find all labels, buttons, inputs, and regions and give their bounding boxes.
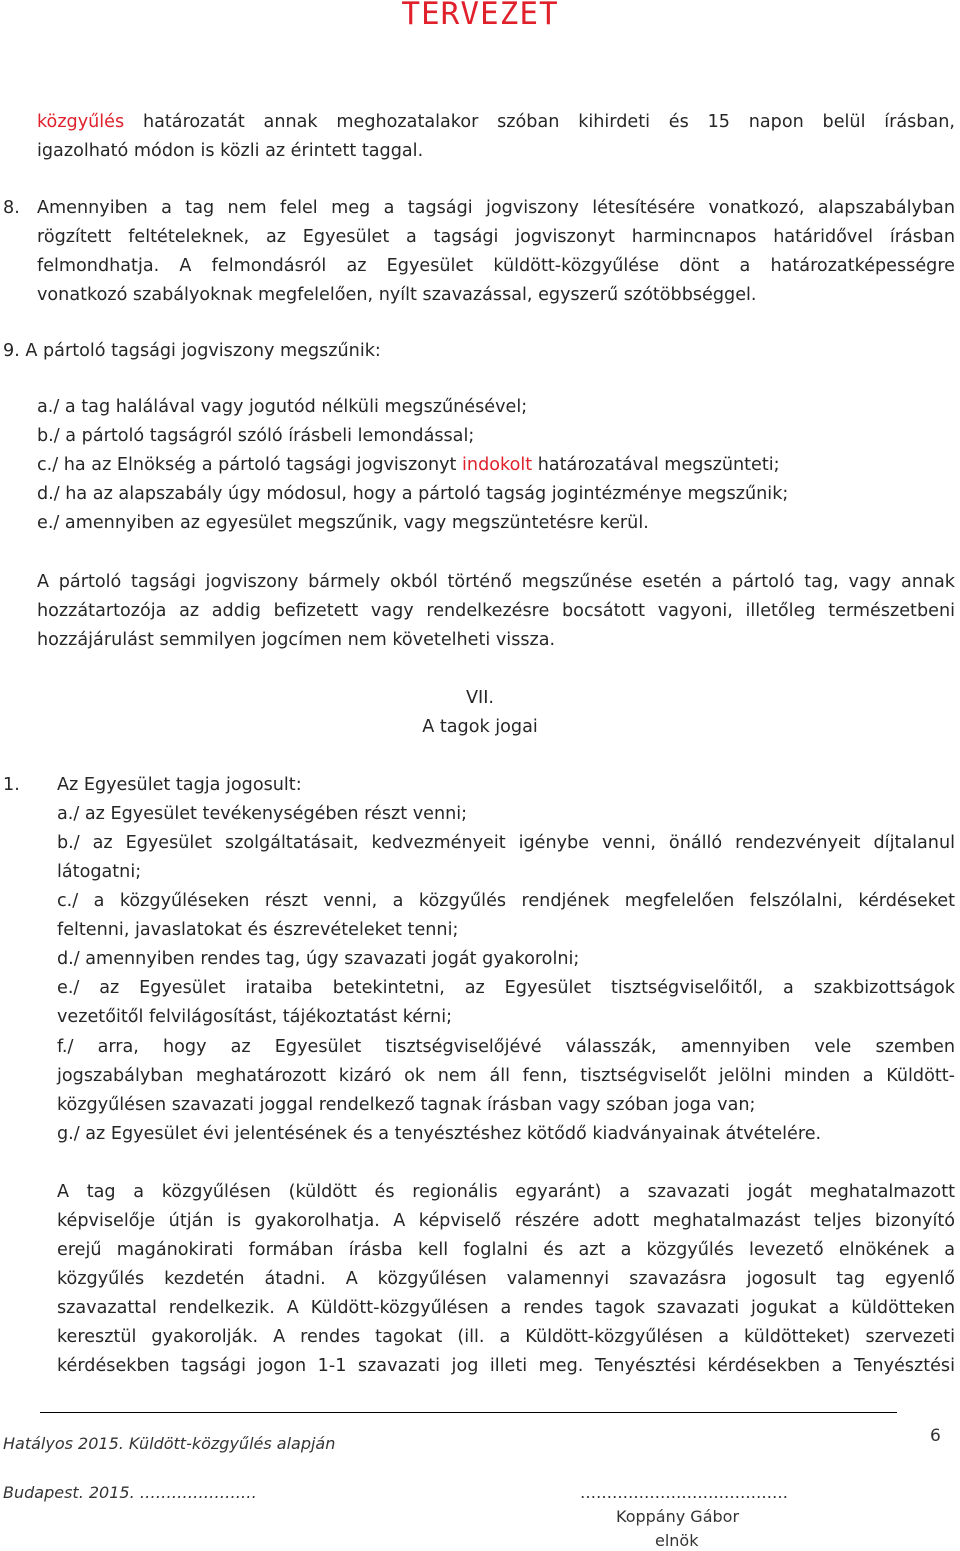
list-item [37, 451, 780, 480]
item8-line: Amennyiben a tag nem felel meg a tagsági jogviszony létesítésére vonatkozó, alapszabályban [37, 198, 955, 218]
rights-line: vezetőitől felvilágosítást, tájékoztatást kérni; [57, 1007, 453, 1027]
chapter-number: VII. [465, 688, 494, 708]
rights-line: b./ az Egyesület szolgáltatásait, kedvezményeit igénybe venni, önálló rendezvényeit díjtalanul [57, 833, 955, 853]
item8-line: rögzített feltételeknek, az Egyesület a tagsági jogviszonyt harmincnapos határidővel írásban [37, 227, 955, 247]
paragraph-line [37, 108, 955, 137]
item8-line: felmondhatja. A felmondásról az Egyesület küldött-közgyűlése dönt a határozatképességre [37, 256, 955, 276]
rights-line: e./ az Egyesület irataiba betekintetni, az Egyesület tisztségviselőitől, a szakbizottságok [57, 978, 955, 998]
paragraph-line: keresztül gyakorolják. A rendes tagokat (ill. a Küldött-közgyűlésen a küldötteket) szervezeti [57, 1327, 955, 1347]
rights-line: g./ az Egyesület évi jelentésének és a tenyésztéshez kötődő kiadványainak átvételére. [57, 1124, 822, 1144]
signer-name: Koppány Gábor [616, 1507, 740, 1526]
list-item: a./ a tag halálával vagy jogutód nélküli megszűnésével; [37, 397, 528, 417]
paragraph-line: hozzátartozója az addig befizetett vagy rendelkezésre bocsátott vagyoni, illetőleg természetbeni [37, 601, 955, 621]
rights-line: feltenni, javaslatokat és észrevételeket tenni; [57, 920, 459, 940]
footer-place-date: Budapest. 2015. ……………….… [3, 1483, 257, 1502]
paragraph-line: kérdésekben tagsági jogon 1-1 szavazati jog illeti meg. Tenyésztési kérdésekben a Tenyésztési [57, 1356, 955, 1376]
list-item: d./ ha az alapszabály úgy módosul, hogy a pártoló tagság jogintézménye megszűnik; [37, 484, 789, 504]
signature-line: ………………………………… [580, 1483, 788, 1502]
paragraph-text: határozatát annak meghozatalakor szóban kihirdeti és 15 napon belül írásban, [124, 112, 955, 132]
paragraph-line: hozzájárulást semmilyen jogcímen nem követelheti vissza. [37, 630, 556, 650]
draft-watermark: TERVEZET [401, 0, 559, 32]
rights-intro: Az Egyesület tagja jogosult: [57, 775, 302, 795]
rights-line: c./ a közgyűléseken részt venni, a közgyűlés rendjének megfelelően felszólalni, kérdéseket [57, 891, 955, 911]
paragraph-line: igazolható módon is közli az érintett taggal. [37, 141, 424, 161]
footer-effective-note: Hatályos 2015. Küldött-közgyűlés alapján [3, 1434, 336, 1453]
rights-line: f./ arra, hogy az Egyesület tisztségviselőjévé válasszák, amennyiben vele szemben [57, 1037, 955, 1057]
list-item-text: határozatával megszünteti; [532, 455, 780, 475]
highlighted-word: indokolt [462, 455, 533, 475]
list-item-text: c./ ha az Elnökség a pártoló tagsági jogviszonyt [37, 455, 463, 475]
paragraph-line: A pártoló tagsági jogviszony bármely okból történő megszűnése esetén a pártoló tag, vagy annak [37, 572, 955, 592]
item-number: 1. [3, 775, 20, 795]
paragraph-line: szavazattal rendelkezik. A Küldött-közgyűlésen a rendes tagok szavazati jogukat a küldötteken [57, 1298, 955, 1318]
rights-line: a./ az Egyesület tevékenységében részt venni; [57, 804, 468, 824]
highlighted-word: közgyűlés [37, 112, 125, 132]
rights-line: d./ amennyiben rendes tag, úgy szavazati jogát gyakorolni; [57, 949, 580, 969]
signer-title: elnök [655, 1531, 699, 1550]
rights-line: jogszabályban meghatározott kizáró ok nem áll fenn, tisztségviselőt jelölni minden a Küldött- [57, 1066, 955, 1086]
footer-divider [40, 1412, 897, 1413]
paragraph-line: közgyűlés kezdetén átadni. A közgyűlésen valamennyi szavazásra jogosult tag egyenlő [57, 1269, 955, 1289]
list-item: b./ a pártoló tagságról szóló írásbeli lemondással; [37, 426, 475, 446]
item9-title: 9. A pártoló tagsági jogviszony megszűnik: [3, 341, 381, 361]
page-number: 6 [930, 1426, 941, 1446]
rights-line: látogatni; [57, 862, 142, 882]
item-number: 8. [3, 198, 20, 218]
paragraph-line: erejű magánokirati formában írásba kell foglalni és azt a közgyűlés levezető elnökének a [57, 1240, 955, 1260]
paragraph-line: képviselője útján is gyakorolhatja. A képviselő részére adott meghatalmazást teljes bizonyító [57, 1211, 955, 1231]
paragraph-line: A tag a közgyűlésen (küldött és regionális egyaránt) a szavazati jogát meghatalmazott [57, 1182, 955, 1202]
item8-line: vonatkozó szabályoknak megfelelően, nyílt szavazással, egyszerű szótöbbséggel. [37, 285, 757, 305]
list-item: e./ amennyiben az egyesület megszűnik, vagy megszüntetésre kerül. [37, 513, 649, 533]
chapter-title: A tagok jogai [422, 717, 538, 737]
rights-line: közgyűlésen szavazati joggal rendelkező tagnak írásban vagy szóban joga van; [57, 1095, 756, 1115]
